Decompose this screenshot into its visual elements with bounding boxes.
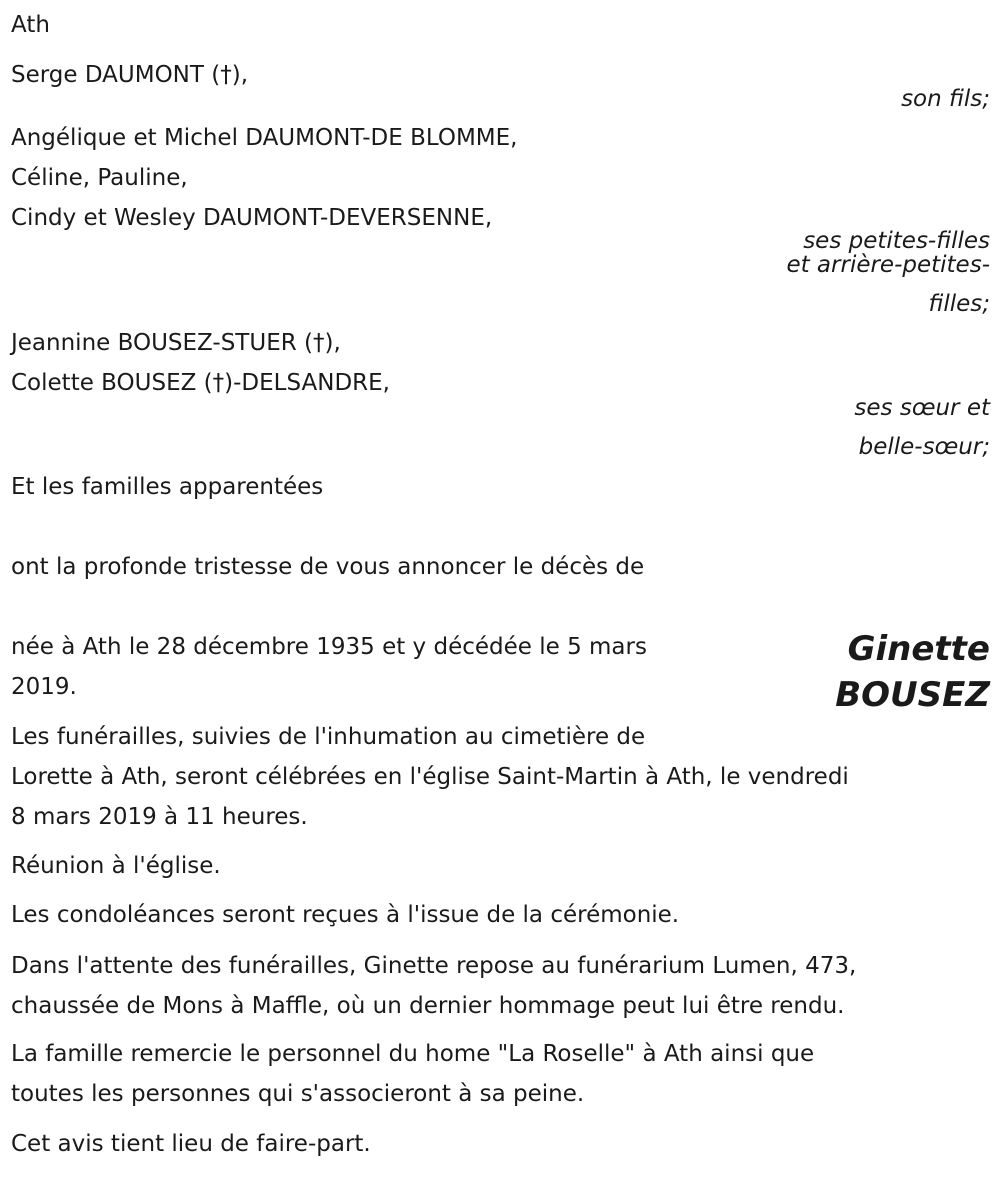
meeting-line: Réunion à l'église. [11,853,221,879]
deceased-first-name: Ginette [847,629,990,669]
relation-label: son fils; [901,86,990,112]
birth-death-line: 2019. [11,674,77,700]
deceased-last-name: BOUSEZ [835,675,990,715]
family-member-line: Angélique et Michel DAUMONT-DE BLOMME, [11,125,518,151]
condolences-line: Les condoléances seront reçues à l'issue de la cérémonie. [11,902,680,928]
family-member-line: Serge DAUMONT (†), [11,62,249,88]
announcement-line: ont la profonde tristesse de vous annoncer le décès de [11,554,645,580]
thanks-line: La famille remercie le personnel du home "La Roselle" à Ath ainsi que [11,1041,815,1067]
family-member-line: Céline, Pauline, [11,165,188,191]
family-member-line: Colette BOUSEZ (†)-DELSANDRE, [11,370,390,396]
relation-label: belle-sœur; [858,434,990,460]
visitation-line: chaussée de Mons à Maffle, où un dernier hommage peut lui être rendu. [11,993,845,1019]
funeral-line: 8 mars 2019 à 11 heures. [11,804,308,830]
place-heading: Ath [11,12,50,38]
funeral-line: Les funérailles, suivies de l'inhumation au cimetière de [11,724,646,750]
relation-label: et arrière-petites- [786,252,990,278]
birth-death-line: née à Ath le 28 décembre 1935 et y décédée le 5 mars [11,634,647,660]
funeral-line: Lorette à Ath, seront célébrées en l'église Saint-Martin à Ath, le vendredi [11,764,849,790]
relation-label: ses petites-filles [803,228,990,254]
relation-label: ses sœur et [854,395,990,421]
family-member-line: Cindy et Wesley DAUMONT-DEVERSENNE, [11,205,493,231]
closing-line: Cet avis tient lieu de faire-part. [11,1131,371,1157]
visitation-line: Dans l'attente des funérailles, Ginette repose au funérarium Lumen, 473, [11,953,857,979]
thanks-line: toutes les personnes qui s'associeront à sa peine. [11,1081,585,1107]
deceased-name [835,626,990,718]
relation-label: filles; [928,291,990,317]
family-member-line: Jeannine BOUSEZ-STUER (†), [11,330,341,356]
extended-family-line: Et les familles apparentées [11,474,324,500]
